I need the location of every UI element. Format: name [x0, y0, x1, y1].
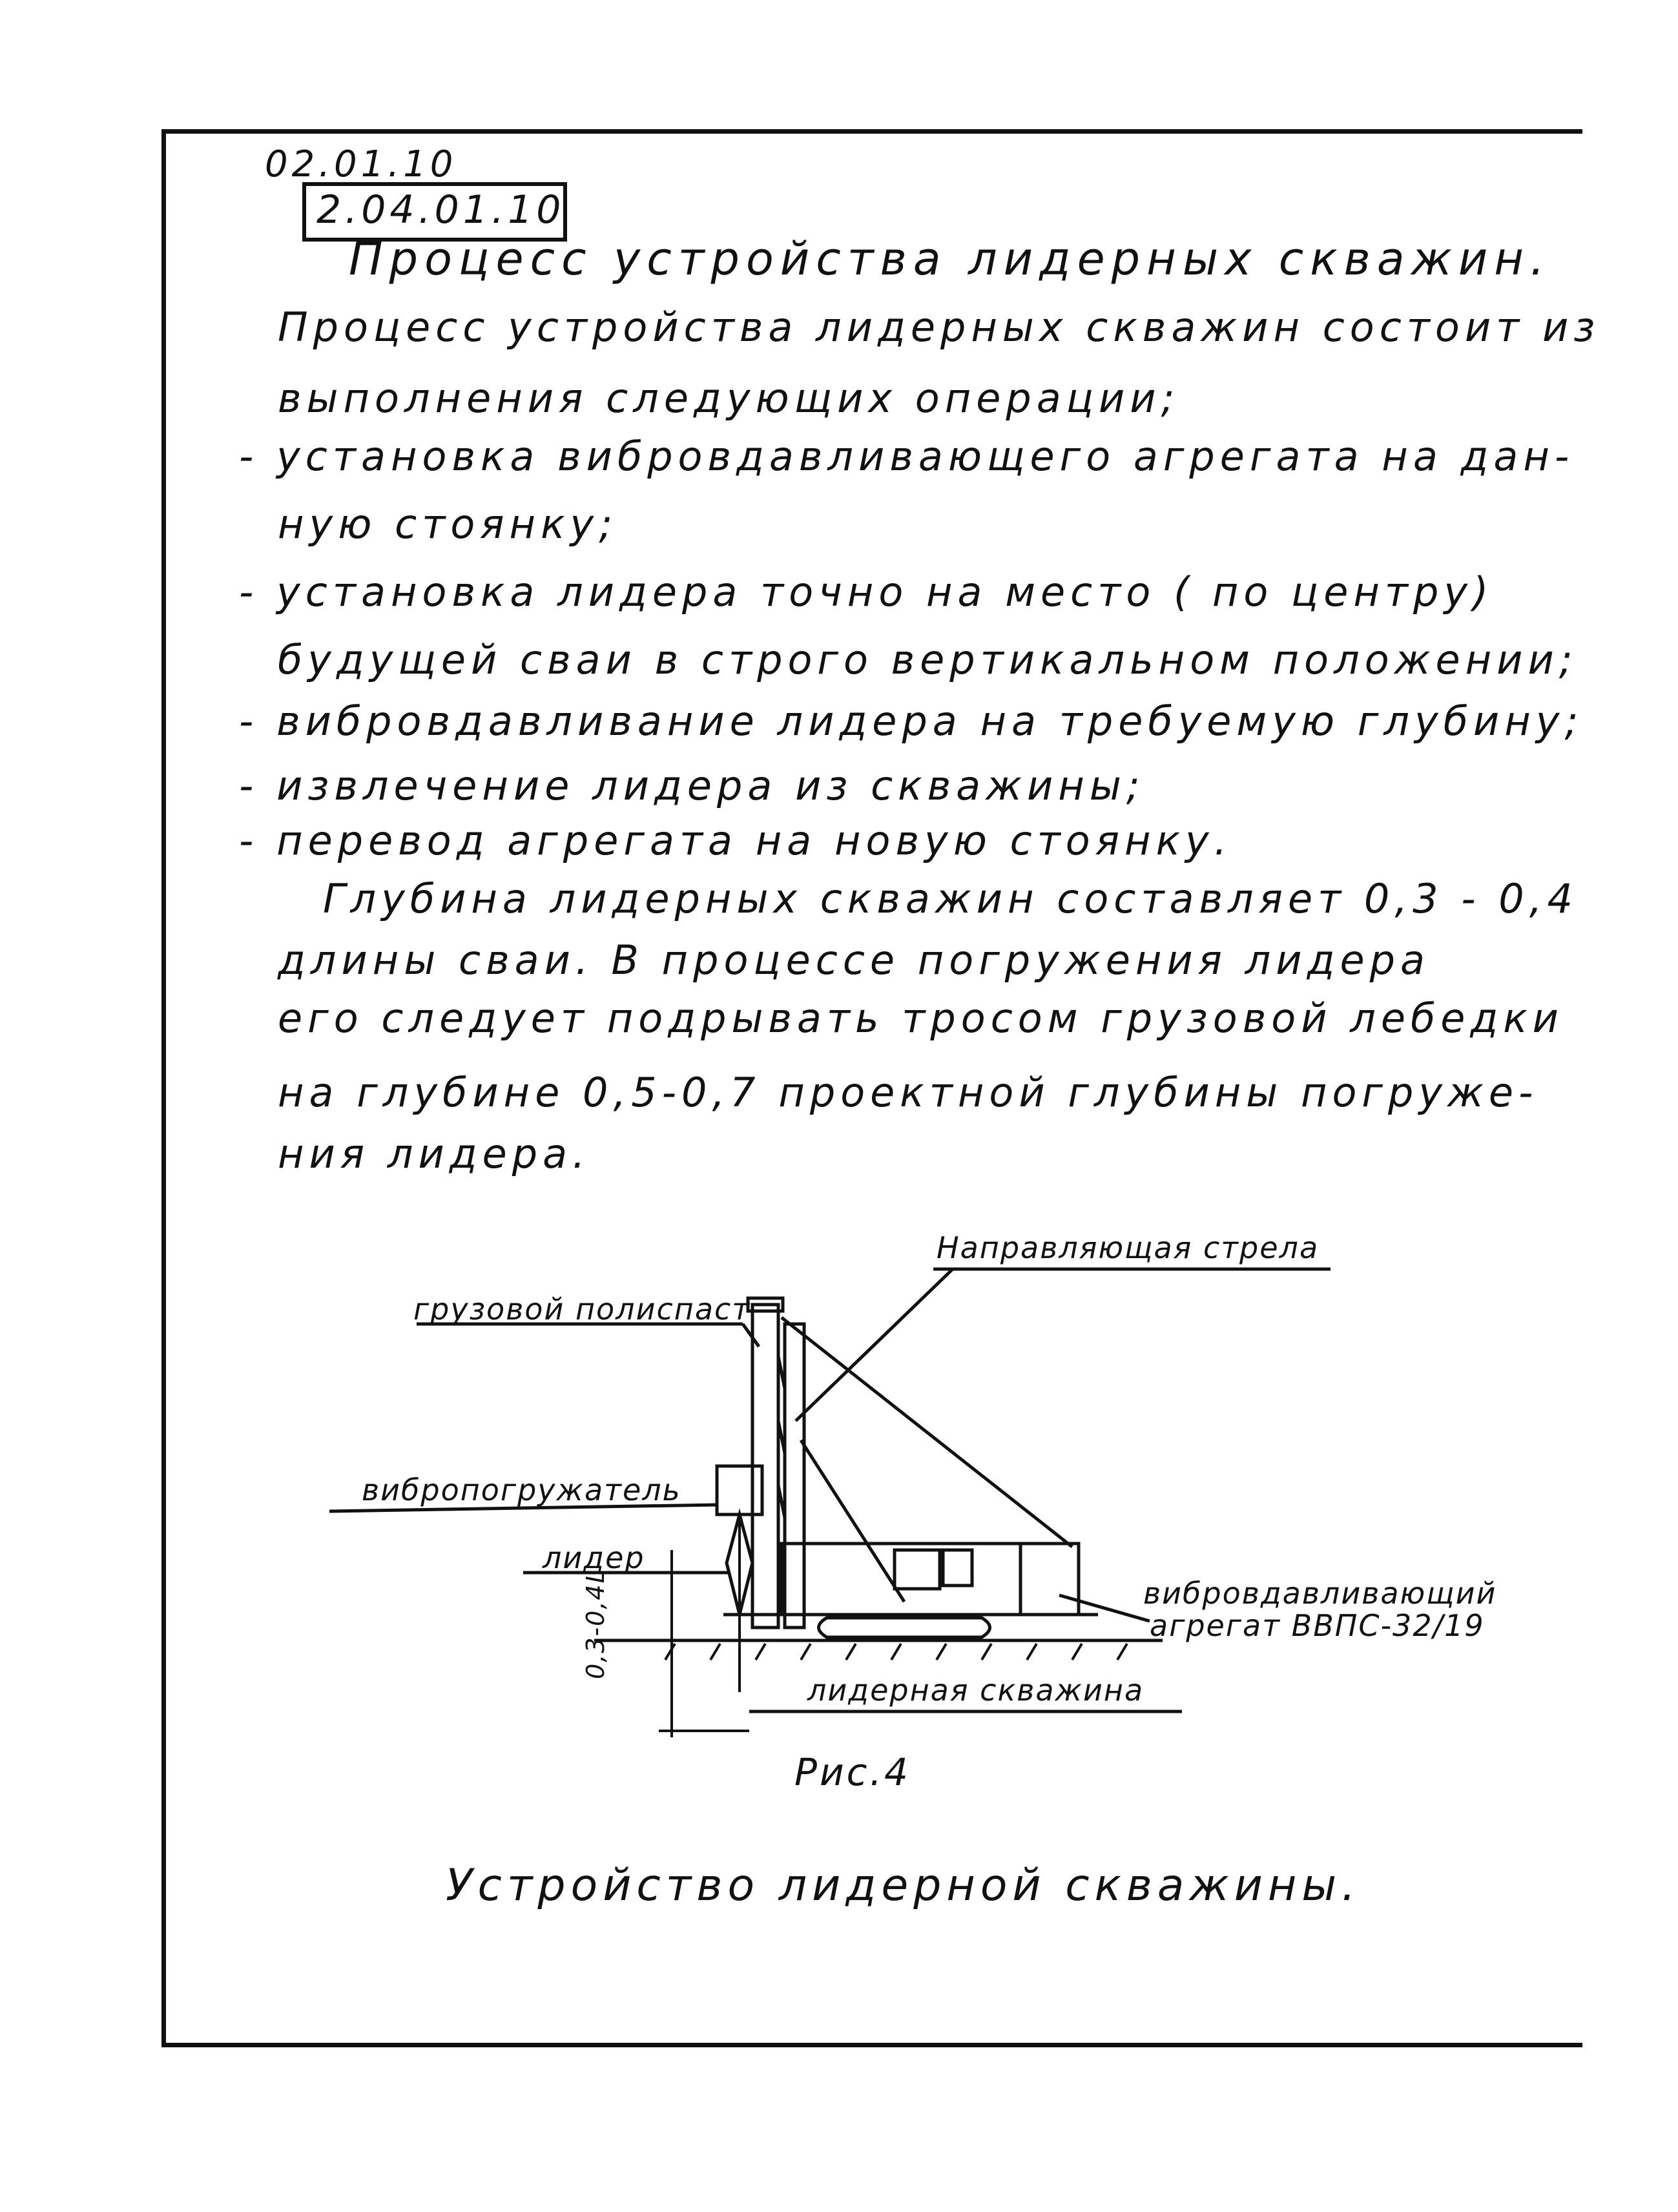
- document-code: 2.04.01.10: [316, 187, 565, 233]
- body-line-12: его следует подрывать тросом грузовой лебедки: [278, 995, 1564, 1042]
- body-line-2: выполнения следующих операции;: [278, 375, 1180, 422]
- figure-caption: Рис.4: [794, 1750, 911, 1794]
- label-cargo-pulley: грузовой полиспаст: [413, 1292, 751, 1327]
- label-unit-line1: вибровдавливающий: [1143, 1576, 1497, 1611]
- crawler-track: [819, 1618, 990, 1637]
- body-line-6: будущей сваи в строго вертикальном положении;: [278, 636, 1578, 683]
- body-line-9: - перевод агрегата на новую стоянку.: [239, 817, 1232, 864]
- section-title: Процесс устройства лидерных скважин.: [349, 233, 1551, 285]
- label-leader-borehole: лидерная скважина: [807, 1673, 1145, 1708]
- label-leader: лидер: [543, 1540, 645, 1575]
- label-vibro-driver: вибропогружатель: [362, 1473, 681, 1507]
- stay-cable: [782, 1318, 1072, 1547]
- body-line-4: ную стоянку;: [278, 501, 618, 548]
- machine-cabin-body: [782, 1544, 1079, 1615]
- body-line-8: - извлечение лидера из скважины;: [239, 762, 1145, 809]
- body-line-5: - установка лидера точно на место ( по центру): [239, 568, 1494, 615]
- mast-rail-right: [785, 1324, 804, 1628]
- label-depth-dimension: 0,3-0,4L: [581, 1568, 610, 1679]
- label-guide-boom: Направляющая стрела: [937, 1230, 1320, 1265]
- body-line-13: на глубине 0,5-0,7 проектной глубины погруже-: [278, 1069, 1538, 1116]
- label-unit-line2: агрегат ВВПС-32/19: [1150, 1608, 1485, 1643]
- figure-subtitle: Устройство лидерной скважины.: [446, 1860, 1361, 1911]
- soil-hatching: [665, 1644, 1127, 1660]
- body-line-10: Глубина лидерных скважин составляет 0,3 - 0,4: [323, 875, 1578, 922]
- boom-callout-line: [796, 1269, 953, 1421]
- body-line-1: Процесс устройства лидерных скважин состоит из: [278, 304, 1600, 351]
- body-line-7: - вибровдавливание лидера на требуемую глубину;: [239, 698, 1584, 745]
- body-line-11: длины сваи. В процессе погружения лидера: [278, 936, 1430, 984]
- vibro-hammer: [717, 1466, 762, 1514]
- old-document-code: 02.01.10: [265, 143, 457, 185]
- unit-callout-line: [1059, 1595, 1150, 1621]
- body-line-3: - установка вибровдавливающего агрегата на дан-: [239, 433, 1575, 480]
- body-line-14: ния лидера.: [278, 1130, 590, 1177]
